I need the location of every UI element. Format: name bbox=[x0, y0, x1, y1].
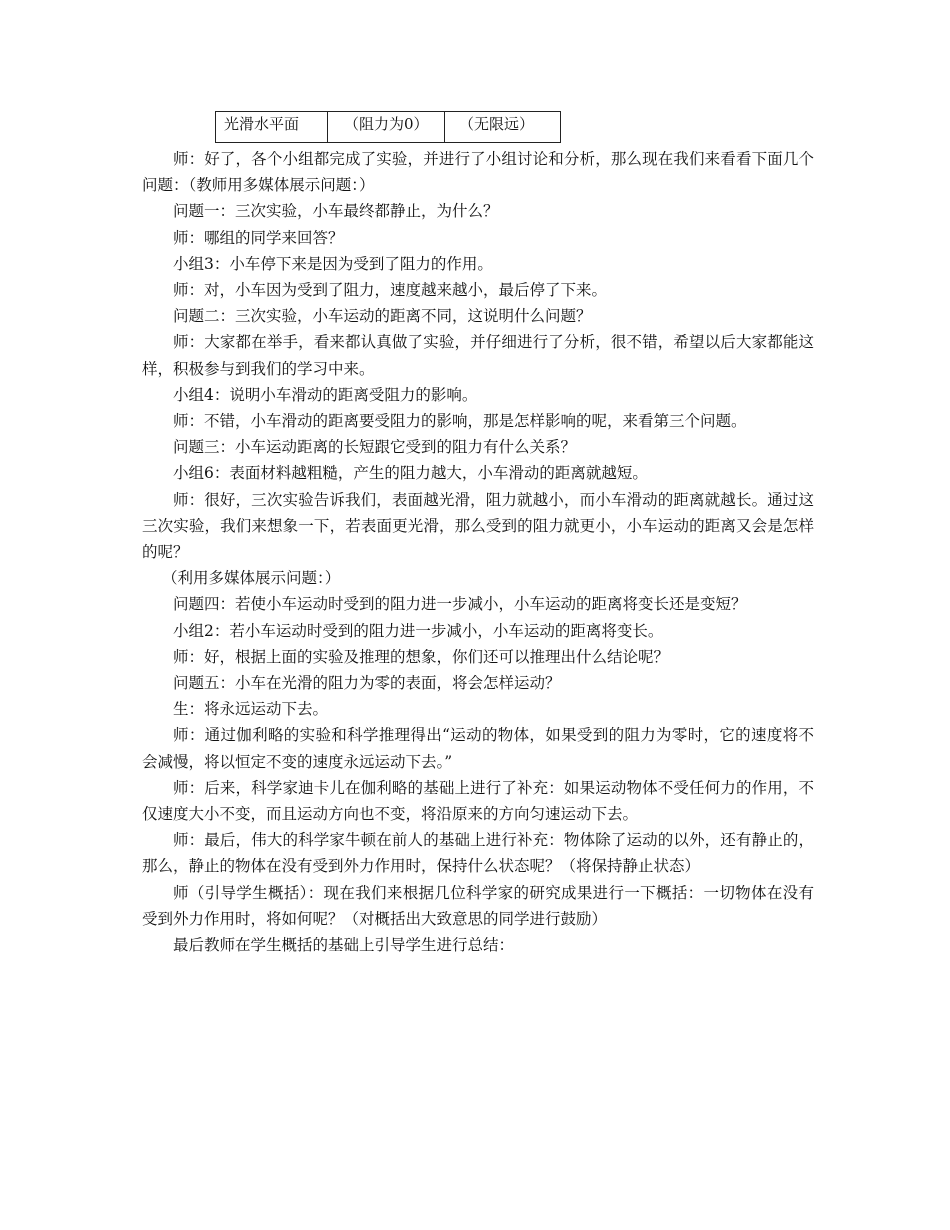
paragraph: 最后教师在学生概括的基础上引导学生进行总结： bbox=[173, 936, 515, 955]
paragraph: 问题二：三次实验，小车运动的距离不同，这说明什么问题？ bbox=[173, 307, 592, 326]
lesson-transcript bbox=[142, 146, 814, 958]
paragraph: 师：哪组的同学来回答？ bbox=[173, 228, 344, 247]
experiment-result-table bbox=[215, 111, 561, 143]
paragraph: 师：好，根据上面的实验及推理的想象，你们还可以推理出什么结论呢？ bbox=[173, 647, 670, 666]
paragraph: （利用多媒体展示问题：） bbox=[162, 569, 341, 588]
paragraph: 师：好了，各个小组都完成了实验，并进行了小组讨论和分析，那么现在我们来看看下面几个问题：（教师用多媒体展示问题：） bbox=[142, 150, 814, 195]
paragraph: 师：最后，伟大的科学家牛顿在前人的基础上进行补充：物体除了运动的以外，还有静止的，那么，静止的物体在没有受到外力作用时，保持什么状态呢？（将保持静止状态） bbox=[142, 831, 814, 876]
paragraph: 师：后来，科学家迪卡儿在伽利略的基础上进行了补充：如果运动物体不受任何力的作用，不仅速度大小不变，而且运动方向也不变，将沿原来的方向匀速运动下去。 bbox=[142, 778, 814, 824]
table-cell-surface: 光滑水平面 bbox=[216, 112, 328, 143]
paragraph: 小组6：表面材料越粗糙，产生的阻力越大，小车滑动的距离就越短。 bbox=[173, 464, 648, 483]
table-cell-distance: （无限远） bbox=[445, 112, 561, 143]
paragraph: 师（引导学生概括）：现在我们来根据几位科学家的研究成果进行一下概括：一切物体在没有受到外力作用时，将如何呢？（对概括出大致意思的同学进行鼓励） bbox=[142, 883, 814, 928]
table-cell-resistance: （阻力为0） bbox=[328, 112, 445, 143]
paragraph: 小组3：小车停下来是因为受到了阻力的作用。 bbox=[173, 254, 493, 273]
paragraph: 问题三：小车运动距离的长短跟它受到的阻力有什么关系？ bbox=[173, 438, 577, 457]
paragraph: 问题四：若使小车运动时受到的阻力进一步减小，小车运动的距离将变长还是变短？ bbox=[173, 595, 747, 614]
paragraph: 小组2：若小车运动时受到的阻力进一步减小，小车运动的距离将变长。 bbox=[173, 621, 664, 640]
paragraph: 师：不错，小车滑动的距离要受阻力的影响，那是怎样影响的呢，来看第三个问题。 bbox=[173, 412, 747, 431]
paragraph: 师：大家都在举手，看来都认真做了实验，并仔细进行了分析，很不错，希望以后大家都能这样，积极参与到我们的学习中来。 bbox=[142, 333, 814, 378]
paragraph: 师：很好，三次实验告诉我们，表面越光滑，阻力就越小，而小车滑动的距离就越长。通过这三次实验，我们来想象一下，若表面更光滑，那么受到的阻力就更小，小车运动的距离又会是怎样的呢？ bbox=[142, 490, 814, 562]
table-row bbox=[216, 112, 561, 143]
paragraph: 师：通过伽利略的实验和科学推理得出“运动的物体，如果受到的阻力为零时，它的速度将不会减慢，将以恒定不变的速度永远运动下去。” bbox=[142, 726, 814, 771]
paragraph: 生：将永远运动下去。 bbox=[173, 700, 329, 719]
paragraph: 小组4：说明小车滑动的距离受阻力的影响。 bbox=[173, 385, 478, 404]
paragraph: 问题一：三次实验，小车最终都静止，为什么？ bbox=[173, 202, 499, 221]
paragraph: 师：对，小车因为受到了阻力，速度越来越小，最后停了下来。 bbox=[173, 281, 608, 300]
paragraph: 问题五：小车在光滑的阻力为零的表面，将会怎样运动？ bbox=[173, 674, 561, 693]
